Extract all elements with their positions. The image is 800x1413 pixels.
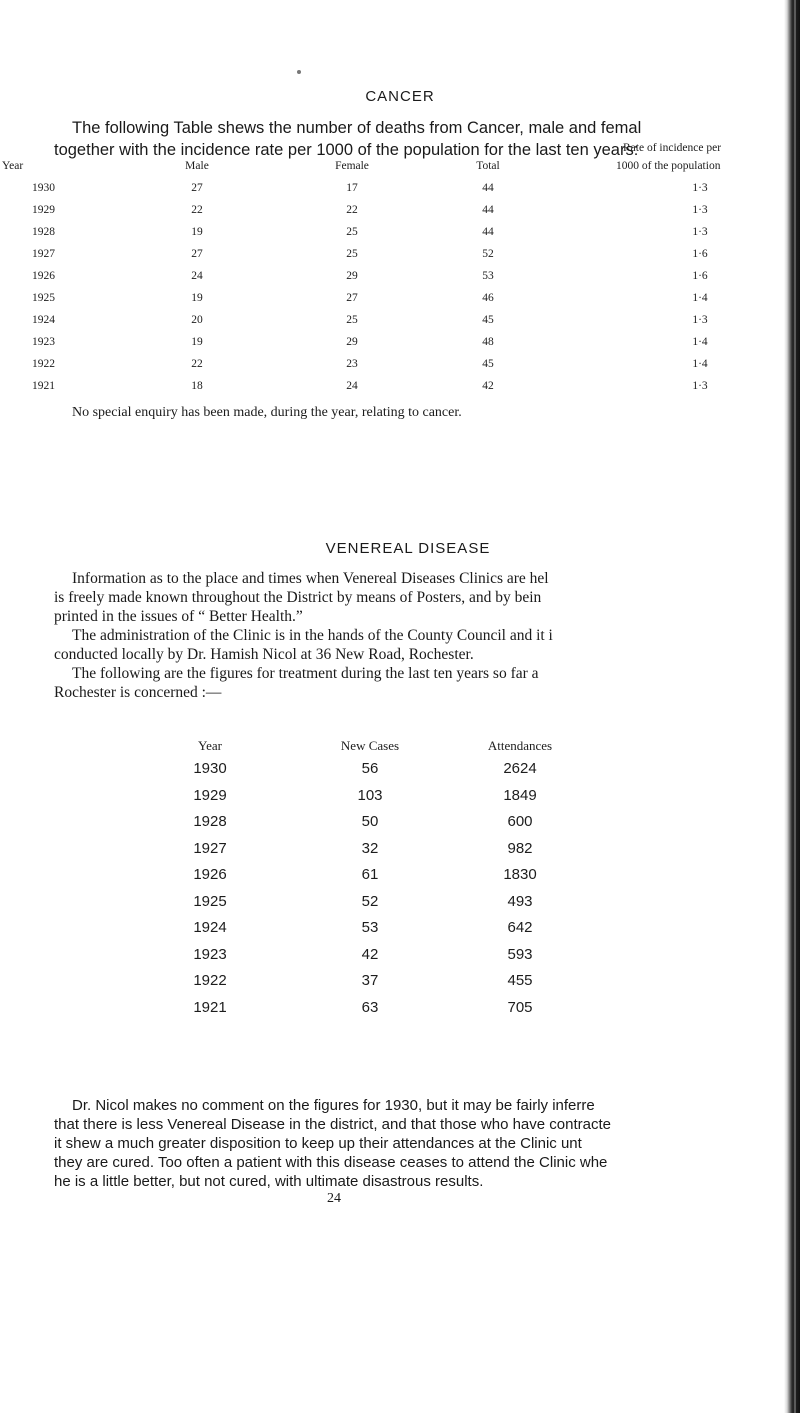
table-row	[0, 893, 790, 919]
cell-attendances: 705	[507, 998, 533, 1016]
cell-total: 44	[482, 204, 494, 216]
venereal-para-1-line: is freely made known throughout the District by means of Posters, and by bein	[54, 589, 542, 606]
cell-new-cases: 42	[361, 945, 379, 963]
header-new-cases: New Cases	[340, 738, 400, 753]
page-number: 24	[327, 1191, 341, 1206]
cell-total: 44	[482, 182, 494, 194]
table-row	[0, 866, 790, 892]
cell-year: 1924	[32, 314, 55, 326]
cell-male: 18	[191, 380, 203, 392]
cell-rate: 1·3	[692, 314, 708, 326]
cell-male: 19	[191, 336, 203, 348]
cell-new-cases: 37	[361, 972, 379, 989]
cell-rate: 1·3	[692, 204, 708, 216]
cancer-note: No special enquiry has been made, during the year, relating to cancer.	[72, 405, 462, 420]
cell-total: 42	[482, 380, 494, 392]
cell-rate: 1·3	[692, 380, 708, 392]
cell-year: 1929	[193, 786, 227, 804]
cell-female: 22	[346, 204, 358, 216]
venereal-para-2	[54, 626, 794, 664]
cell-rate: 1·4	[692, 336, 708, 348]
cell-year: 1923	[32, 336, 55, 348]
cell-female: 27	[346, 292, 358, 304]
table-row	[0, 919, 790, 945]
cell-female: 23	[346, 358, 358, 370]
header-year: Year	[198, 738, 222, 753]
venereal-heading: VENEREAL DISEASE	[325, 540, 491, 557]
cell-attendances: 642	[507, 919, 533, 936]
table-row	[0, 182, 790, 204]
cell-new-cases: 61	[361, 866, 379, 883]
table-row	[0, 270, 790, 292]
cell-new-cases: 52	[361, 892, 379, 910]
venereal-para-3-line: Rochester is concerned :—	[54, 684, 222, 701]
cell-total: 45	[482, 314, 494, 326]
header-rate-line2: 1000 of the population	[616, 160, 721, 172]
venereal-para-3	[54, 664, 794, 702]
header-year: Year	[2, 160, 24, 172]
venereal-para-4-line: he is a little better, but not cured, with ultimate disastrous results.	[54, 1173, 484, 1190]
cell-new-cases: 53	[361, 919, 379, 936]
cell-attendances: 493	[507, 892, 533, 910]
cell-year: 1928	[32, 226, 55, 238]
cell-total: 48	[482, 336, 494, 348]
table-row	[0, 999, 790, 1025]
table-row	[0, 946, 790, 972]
cell-rate: 1·6	[692, 248, 708, 260]
table-row	[0, 292, 790, 314]
cell-total: 44	[482, 226, 494, 238]
table-row	[0, 972, 790, 998]
cell-year: 1924	[193, 919, 227, 936]
venereal-para-2-line: The administration of the Clinic is in the hands of the County Council and it i	[72, 627, 553, 644]
cell-new-cases: 32	[361, 839, 379, 857]
cell-attendances: 593	[507, 945, 533, 963]
cell-female: 29	[346, 336, 358, 348]
cancer-intro-line: together with the incidence rate per 1000 of the population for the last ten years:	[54, 141, 639, 159]
cell-total: 46	[482, 292, 494, 304]
venereal-para-4	[54, 1096, 794, 1191]
cell-male: 19	[191, 226, 203, 238]
header-female: Female	[335, 160, 369, 172]
cell-rate: 1·4	[692, 358, 708, 370]
cell-year: 1925	[32, 292, 55, 304]
cancer-heading: CANCER	[365, 88, 435, 105]
cell-new-cases: 63	[361, 998, 379, 1016]
header-rate-line1: Rate of incidence per	[623, 142, 722, 154]
table-row	[0, 840, 790, 866]
venereal-para-3-line: The following are the figures for treatment during the last ten years so far a	[72, 665, 539, 682]
table-row	[0, 204, 790, 226]
cell-female: 25	[346, 248, 358, 260]
cell-rate: 1·3	[692, 226, 708, 238]
header-male: Male	[185, 160, 209, 172]
table-row	[0, 760, 790, 786]
cell-year: 1927	[193, 839, 227, 857]
cell-total: 53	[482, 270, 494, 282]
cell-attendances: 600	[507, 813, 533, 830]
cell-total: 45	[482, 358, 494, 370]
cell-attendances: 2624	[503, 760, 537, 777]
venereal-para-4-line: it shew a much greater disposition to keep up their attendances at the Clinic unt	[54, 1135, 582, 1152]
table-row	[0, 336, 790, 358]
cell-new-cases: 50	[361, 813, 379, 830]
venereal-para-4-line: they are cured. Too often a patient with this disease ceases to attend the Clinic whe	[54, 1154, 608, 1171]
cell-male: 27	[191, 248, 203, 260]
cell-year: 1922	[193, 972, 227, 989]
cell-female: 24	[346, 380, 358, 392]
cell-new-cases: 103	[357, 786, 383, 804]
cell-year: 1921	[32, 380, 55, 392]
cancer-intro	[54, 117, 794, 161]
venereal-para-2-line: conducted locally by Dr. Hamish Nicol at 36 New Road, Rochester.	[54, 646, 474, 663]
cell-new-cases: 56	[361, 760, 379, 777]
cell-attendances: 455	[507, 972, 533, 989]
cell-rate: 1·6	[692, 270, 708, 282]
cell-rate: 1·3	[692, 182, 708, 194]
ink-speck	[297, 70, 301, 74]
cell-attendances: 1849	[503, 786, 537, 804]
venereal-para-4-line: that there is less Venereal Disease in the district, and that those who have contracte	[54, 1116, 611, 1133]
cell-female: 25	[346, 314, 358, 326]
cell-female: 29	[346, 270, 358, 282]
venereal-para-1	[54, 569, 794, 626]
table-row	[0, 380, 790, 402]
cell-rate: 1·4	[692, 292, 708, 304]
cell-total: 52	[482, 248, 494, 260]
cell-male: 27	[191, 182, 203, 194]
table-row	[0, 226, 790, 248]
table-row	[0, 787, 790, 813]
cell-male: 24	[191, 270, 203, 282]
cell-male: 22	[191, 358, 203, 370]
cancer-intro-line: The following Table shews the number of deaths from Cancer, male and femal	[72, 119, 642, 137]
table-row	[0, 248, 790, 270]
cell-year: 1923	[193, 945, 227, 963]
cell-year: 1930	[193, 760, 227, 777]
venereal-para-1-line: printed in the issues of “ Better Health.”	[54, 608, 303, 625]
venereal-para-4-line: Dr. Nicol makes no comment on the figures for 1930, but it may be fairly inferre	[72, 1097, 595, 1114]
cell-male: 22	[191, 204, 203, 216]
cell-year: 1929	[32, 204, 55, 216]
book-binding-edge	[784, 0, 800, 1413]
cell-year: 1921	[193, 998, 227, 1016]
cell-year: 1922	[32, 358, 55, 370]
table-row	[0, 358, 790, 380]
cell-male: 20	[191, 314, 203, 326]
cell-female: 25	[346, 226, 358, 238]
cell-year: 1930	[32, 182, 55, 194]
venereal-para-1-line: Information as to the place and times when Venereal Diseases Clinics are hel	[72, 570, 549, 587]
cell-year: 1927	[32, 248, 55, 260]
cell-year: 1925	[193, 892, 227, 910]
cell-attendances: 1830	[503, 866, 537, 883]
cell-female: 17	[346, 182, 358, 194]
table-row	[0, 813, 790, 839]
cell-year: 1926	[32, 270, 55, 282]
header-attendances: Attendances	[487, 738, 553, 753]
cell-attendances: 982	[507, 839, 533, 857]
cell-male: 19	[191, 292, 203, 304]
cancer-table-header	[0, 160, 790, 182]
table-row	[0, 314, 790, 336]
cell-year: 1928	[193, 813, 227, 830]
header-total: Total	[476, 160, 500, 172]
cell-year: 1926	[193, 866, 227, 883]
